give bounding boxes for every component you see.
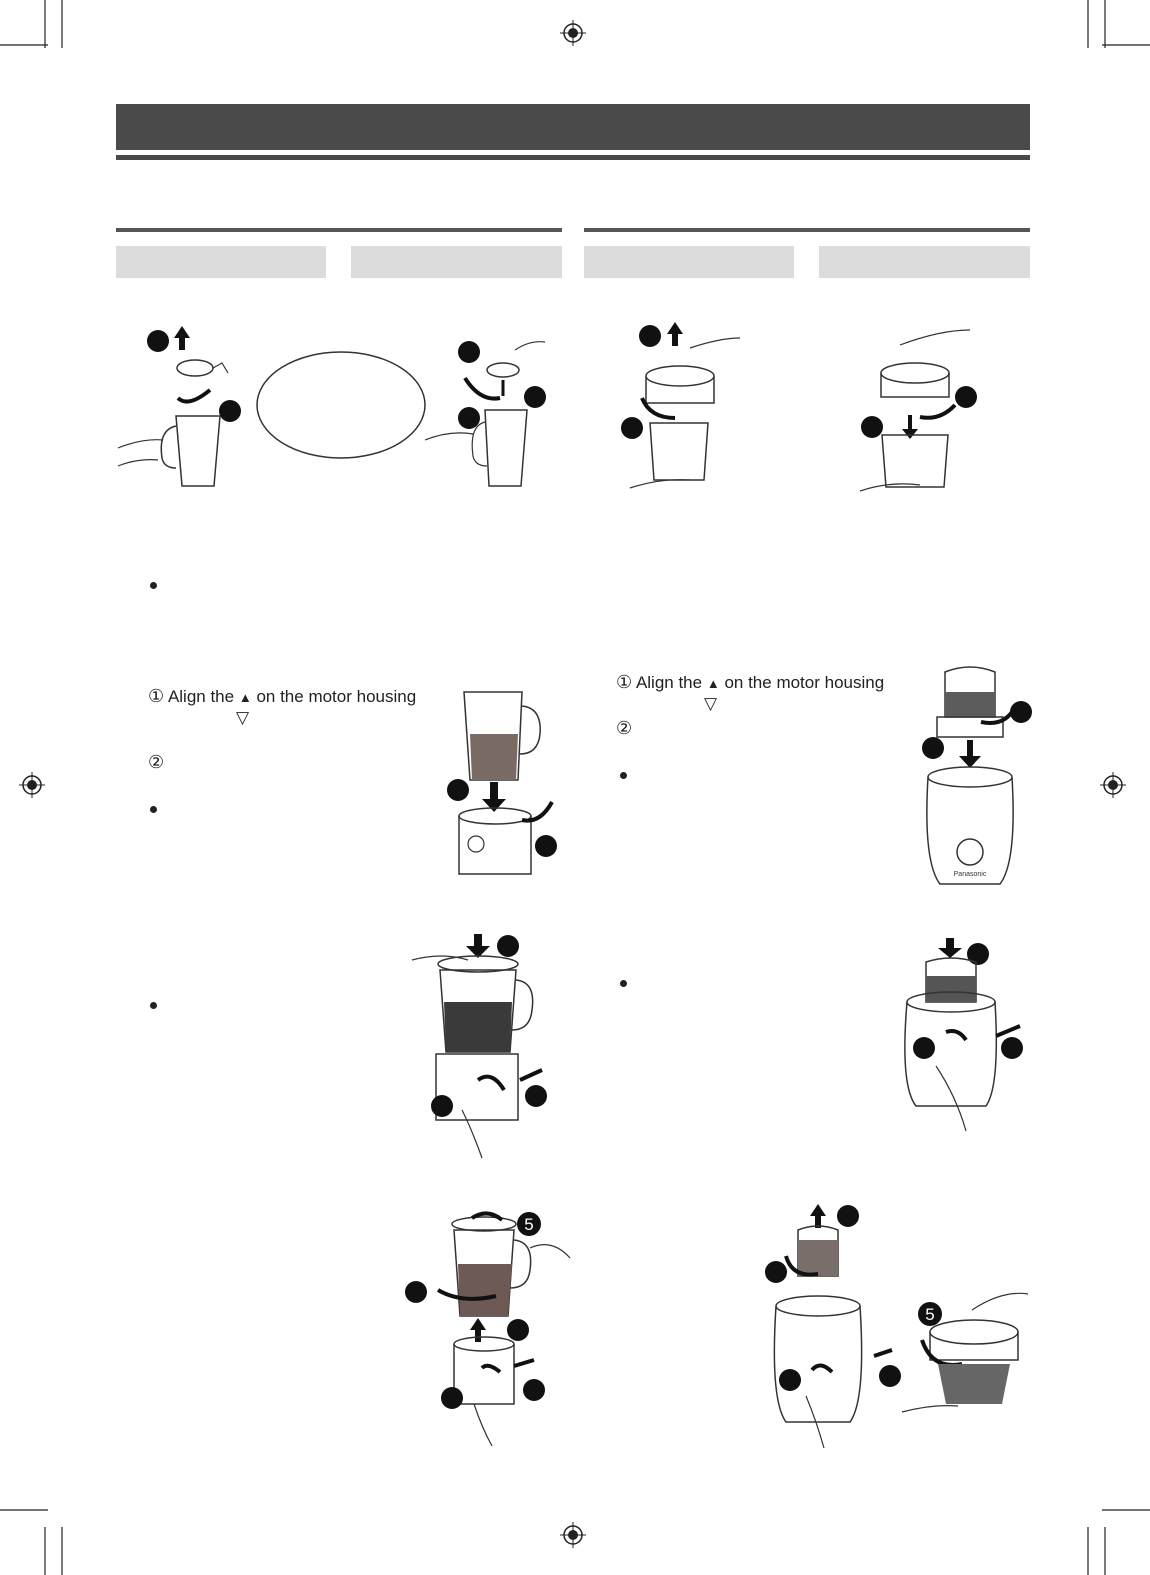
illustration-mill-removal — [762, 1200, 1037, 1448]
mill-step-1-symbol — [704, 694, 717, 714]
triangle-outline-icon: ▽ — [704, 694, 718, 713]
jug-step-1 — [148, 686, 416, 708]
illustration-mill-blade-removal — [620, 318, 745, 493]
illustration-mill-on-motor — [915, 662, 1040, 892]
jug-step-2 — [148, 752, 164, 773]
bullet-1 — [150, 582, 157, 589]
mill-step-2 — [616, 718, 632, 739]
title-rule — [116, 155, 1030, 160]
section-rule-left — [116, 228, 562, 232]
callout-number: 5 — [524, 1215, 534, 1234]
mill-step-1 — [616, 672, 884, 694]
subheading-bar-2 — [351, 246, 562, 278]
bullet-2 — [150, 806, 157, 813]
subheading-bar-1 — [116, 246, 326, 278]
illustration-jug-blade-fitting — [425, 330, 550, 490]
step-text-a: Align the — [167, 687, 235, 706]
step-text-a: Align the — [635, 673, 703, 692]
illustration-jug-blending — [412, 930, 562, 1158]
brand-label: Panasonic — [953, 871, 987, 878]
caution-oval — [255, 350, 427, 460]
illustration-jug-removal — [402, 1208, 572, 1446]
bullet-4 — [620, 772, 627, 779]
step-number: ① — [616, 672, 633, 692]
bullet-3 — [150, 1002, 157, 1009]
section-rule-right — [584, 228, 1030, 232]
illustration-mill-blade-fitting — [860, 325, 985, 495]
callout-number: 5 — [925, 1305, 935, 1324]
bullet-5 — [620, 980, 627, 987]
step-text-b: on the motor housing — [256, 687, 417, 706]
subheading-bar-3 — [584, 246, 794, 278]
subheading-bar-4 — [819, 246, 1030, 278]
illustration-mill-grinding — [896, 936, 1031, 1131]
triangle-filled-icon: ▲ — [706, 676, 720, 691]
jug-step-1-symbol — [236, 708, 249, 728]
step-number: ② — [148, 752, 165, 772]
triangle-outline-icon: ▽ — [236, 708, 250, 727]
page-title-bar — [116, 104, 1030, 150]
illustration-jug-on-motor — [440, 684, 560, 894]
step-number: ① — [148, 686, 165, 706]
step-text-b: on the motor housing — [724, 673, 885, 692]
illustration-jug-blade-removal — [118, 318, 248, 490]
triangle-filled-icon: ▲ — [238, 690, 252, 705]
step-number: ② — [616, 718, 633, 738]
